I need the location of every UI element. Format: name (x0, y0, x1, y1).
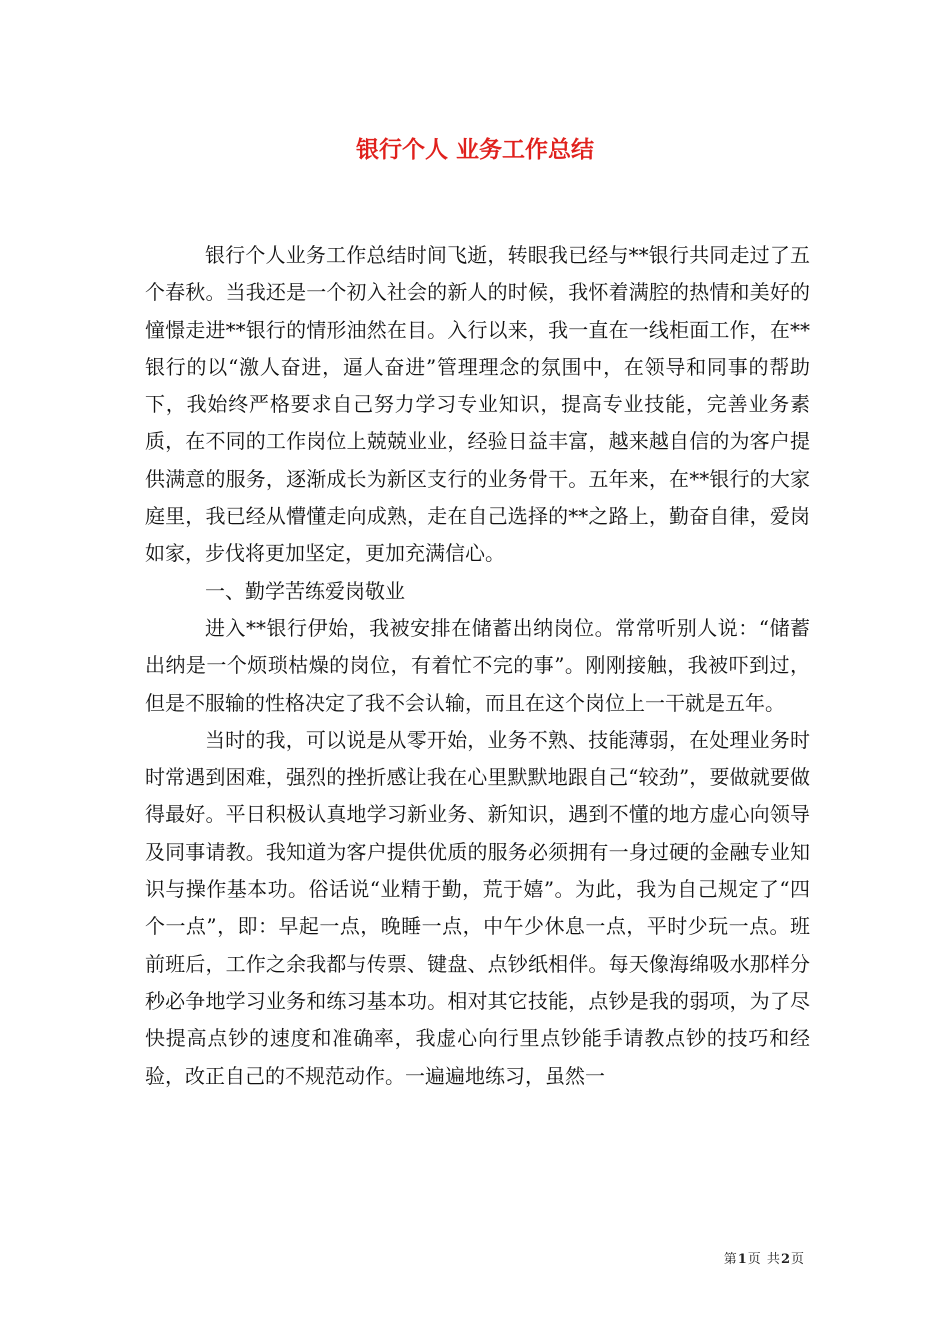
footer-total-pages: 2 (780, 1252, 791, 1267)
footer-prefix: 第 (723, 1252, 738, 1267)
paragraph-section-1-b: 当时的我，可以说是从零开始，业务不熟、技能薄弱，在处理业务时时常遇到困难，强烈的挫折感让我在心里默默地跟自己“较劲”，要做就要做得最好。平日积极认真地学习新业务、新知识，遇到不懂的地方虚心向领导及同事请教。我知道为客户提供优质的服务必须拥有一身过硬的金融专业知识与操作基本功。俗话说“业精于勤，荒于嬉”。为此，我为自己规定了“四个一点”，即：早起一点，晚睡一点，中午少休息一点，平时少玩一点。班前班后，工作之余我都与传票、键盘、点钞纸相伴。每天像海绵吸水那样分秒必争地学习业务和练习基本功。相对其它技能，点钞是我的弱项，为了尽快提高点钞的速度和准确率，我虚心向行里点钞能手请教点钞的技巧和经验，改正自己的不规范动作。一遍遍地练习，虽然一 (145, 727, 810, 1088)
document-title: 银行个人 业务工作总结 (355, 136, 594, 163)
paragraph-intro: 银行个人业务工作总结时间飞逝，转眼我已经与**银行共同走过了五个春秋。当我还是一个初入社会的新人的时候，我怀着满腔的热情和美好的憧憬走进**银行的情形油然在目。入行以来，我一直在一线柜面工作，在**银行的以“激人奋进，逼人奋进”管理理念的氛围中，在领导和同事的帮助下，我始终严格要求自己努力学习专业知识，提高专业技能，完善业务素质，在不同的工作岗位上兢兢业业，经验日益丰富，越来越自信的为客户提供满意的服务，逐渐成长为新区支行的业务骨干。五年来，在**银行的大家庭里，我已经从懵懂走向成熟，走在自己选择的**之路上，勤奋自律，爱岗如家，步伐将更加坚定，更加充满信心。 (145, 243, 810, 566)
footer-middle: 页 共 (747, 1252, 781, 1267)
footer-current-page: 1 (737, 1252, 748, 1267)
page-number-footer (724, 1248, 805, 1267)
footer-suffix: 页 (790, 1252, 805, 1267)
section-heading-1: 一、勤学苦练爱岗敬业 (205, 578, 405, 603)
paragraph-section-1-a: 进入**银行伊始，我被安排在储蓄出纳岗位。常常听别人说：“储蓄出纳是一个烦琐枯燥的岗位，有着忙不完的事”。刚刚接触，我被吓到过，但是不服输的性格决定了我不会认输，而且在这个岗位上一干就是五年。 (145, 615, 810, 715)
document-body (145, 237, 810, 1095)
